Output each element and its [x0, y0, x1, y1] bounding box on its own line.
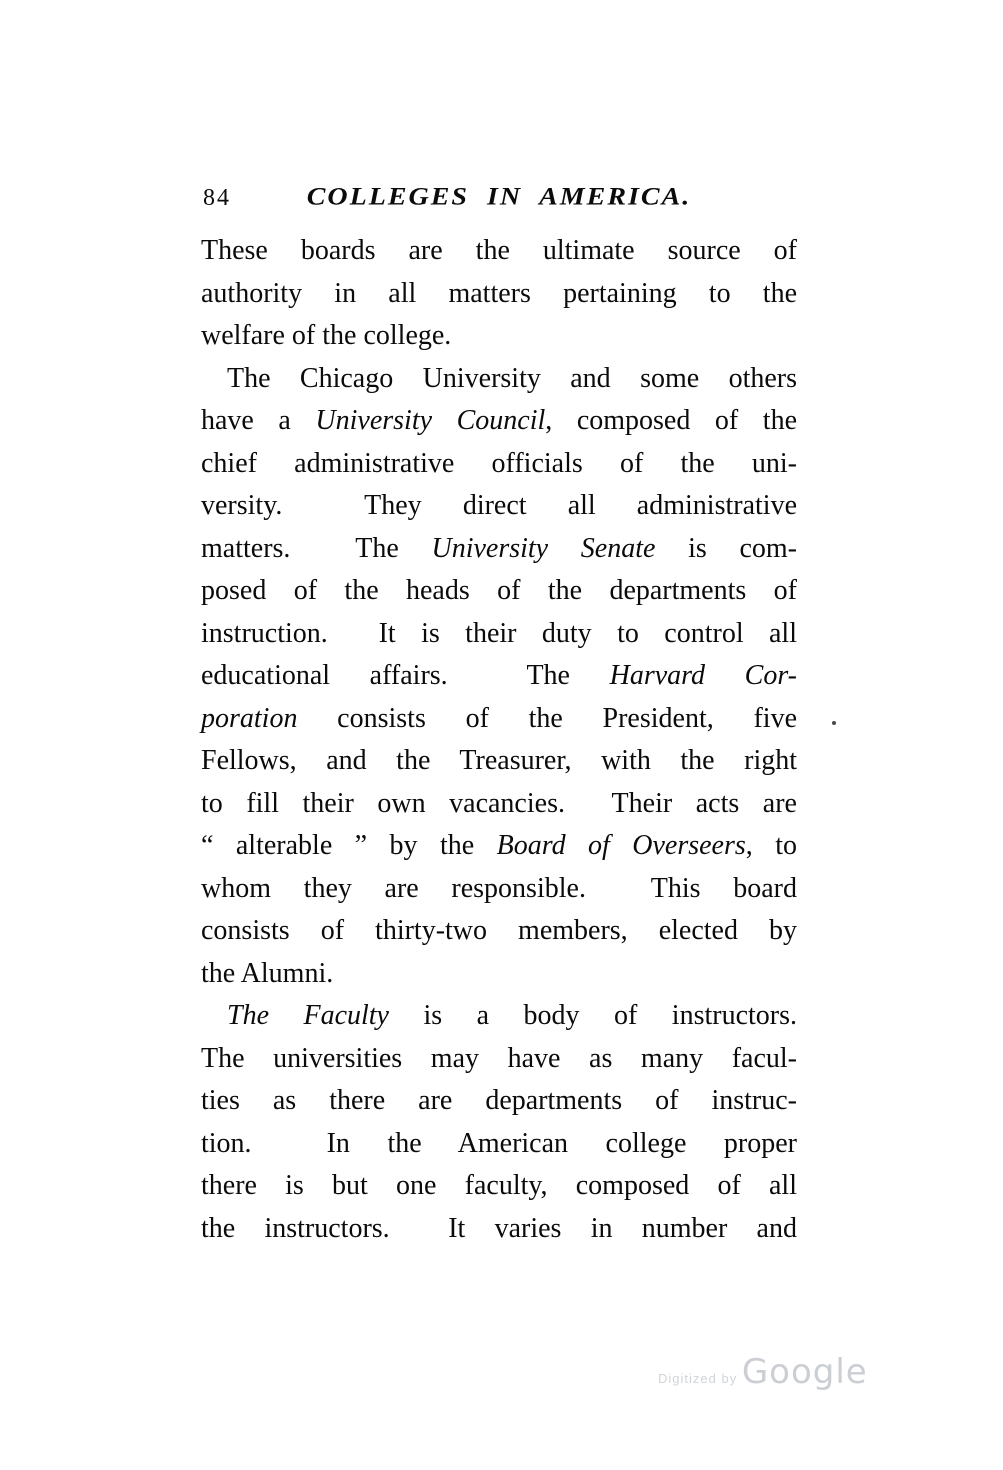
text-line — [201, 783, 797, 826]
italic-segment: poration — [201, 702, 298, 734]
text-line — [201, 910, 797, 953]
text-segment: versity. They direct all administrative — [201, 490, 797, 521]
text-line — [201, 1080, 797, 1123]
text-line — [201, 953, 797, 996]
text-line — [201, 825, 797, 868]
text-segment: the Alumni. — [201, 957, 334, 989]
text-segment: The Chicago University and some others — [227, 362, 797, 394]
page-body — [201, 230, 797, 1250]
text-segment: instruction. It is their duty to control all — [201, 617, 797, 649]
text-segment: These boards are the ultimate source of — [201, 235, 797, 266]
text-segment: chief administrative officials of the uni- — [201, 447, 797, 479]
text-line — [201, 273, 797, 316]
text-segment: whom they are responsible. This board — [201, 872, 797, 904]
page-number: 84 — [203, 185, 231, 211]
scan-speck — [832, 721, 836, 725]
text-line — [201, 485, 797, 528]
text-segment: tion. In the American college proper — [201, 1127, 797, 1159]
text-segment: ties as there are departments of instruc- — [201, 1085, 797, 1116]
text-segment: is com- — [655, 532, 797, 564]
text-segment: authority in all matters pertaining to the — [201, 277, 797, 309]
text-line — [201, 1208, 797, 1251]
italic-segment: Harvard Cor- — [609, 660, 797, 691]
text-segment: , to — [745, 830, 797, 861]
text-segment: consists of thirty-two members, elected by — [201, 915, 797, 946]
italic-segment: University Council — [315, 405, 546, 436]
text-segment: matters. The — [201, 532, 432, 564]
text-line — [201, 1123, 797, 1166]
text-segment: “ alterable ” by the — [201, 830, 497, 861]
text-line — [201, 995, 797, 1038]
text-line — [201, 358, 797, 401]
text-line — [201, 613, 797, 656]
text-segment: , composed of the — [545, 405, 798, 436]
text-segment: to fill their own vacancies. Their acts are — [201, 787, 797, 819]
watermark-brand: Google — [741, 1352, 868, 1392]
text-segment: the instructors. It varies in number and — [201, 1212, 797, 1244]
italic-segment: The Faculty — [227, 1000, 389, 1031]
text-segment: there is but one faculty, composed of all — [201, 1170, 797, 1201]
text-line — [201, 1038, 797, 1081]
text-line — [201, 528, 797, 571]
text-segment: The universities may have as many facul- — [201, 1042, 797, 1074]
google-watermark — [658, 1352, 868, 1392]
text-segment: have a — [201, 405, 316, 436]
watermark-prefix: Digitized by — [658, 1371, 742, 1386]
text-segment: welfare of the college. — [201, 320, 452, 351]
text-line — [201, 315, 797, 358]
text-segment: educational affairs. The — [201, 660, 610, 691]
italic-segment: Board of Overseers — [496, 830, 746, 861]
text-line — [201, 570, 797, 613]
italic-segment: University Senate — [431, 532, 656, 564]
running-head-title: COLLEGES IN AMERICA. — [306, 182, 692, 211]
text-line — [201, 698, 797, 741]
page-header — [201, 181, 797, 215]
text-line — [201, 400, 797, 443]
text-segment: posed of the heads of the departments of — [201, 575, 797, 606]
text-line — [201, 230, 797, 273]
text-segment: consists of the President, five — [297, 702, 797, 734]
text-line — [201, 868, 797, 911]
text-line — [201, 1165, 797, 1208]
text-line — [201, 443, 797, 486]
text-line — [201, 655, 797, 698]
text-segment: is a body of instructors. — [389, 1000, 797, 1031]
text-line — [201, 740, 797, 783]
text-segment: Fellows, and the Treasurer, with the right — [201, 745, 797, 776]
